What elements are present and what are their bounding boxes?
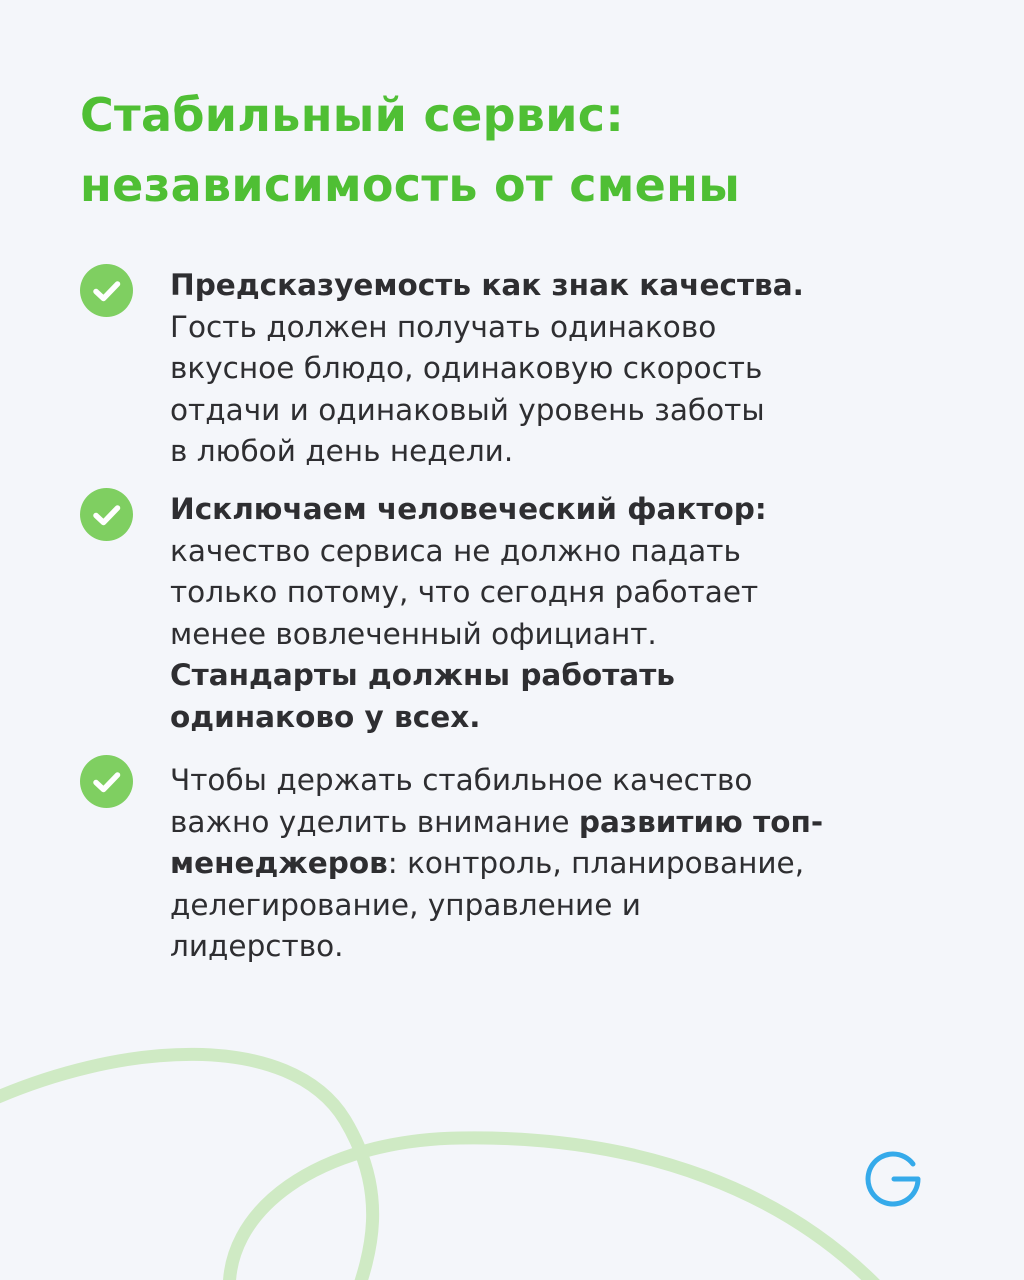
text-run: только потому, что сегодня работает	[170, 575, 759, 609]
text-run: Предсказуемость как знак качества.	[170, 268, 804, 302]
check-circle-icon	[80, 755, 133, 808]
g-logo-icon	[862, 1146, 924, 1208]
text-run: Чтобы держать стабильное качество	[170, 763, 753, 797]
text-run: Стандарты должны работать	[170, 658, 675, 692]
text-run: вкусное блюдо, одинаковую скорость	[170, 351, 763, 385]
title-line: независимость от смены	[80, 158, 741, 212]
item-line	[170, 926, 960, 968]
item-line	[170, 348, 960, 390]
text-run: менее вовлеченный официант.	[170, 616, 657, 651]
text-run: в любой день недели.	[170, 434, 514, 468]
item-text	[170, 489, 960, 738]
item-line	[170, 265, 960, 307]
text-run: качество сервиса не должно падать	[170, 533, 741, 568]
text-run: одинаково у всех.	[170, 699, 481, 734]
page-title	[80, 80, 980, 220]
item-text	[170, 760, 960, 968]
item-line	[170, 489, 960, 531]
item-line	[170, 760, 960, 802]
check-circle-icon	[80, 488, 133, 541]
item-line	[170, 431, 960, 473]
item-line	[170, 531, 960, 573]
item-line	[170, 307, 960, 349]
text-run: : контроль, планирование,	[387, 846, 805, 880]
item-line	[170, 572, 960, 614]
item-line	[170, 885, 960, 927]
item-line	[170, 697, 960, 739]
text-run: развитию топ-	[578, 804, 824, 839]
title-line: Стабильный сервис:	[80, 88, 625, 142]
check-circle-icon	[80, 264, 133, 317]
item-line	[170, 390, 960, 432]
text-run: менеджеров	[170, 846, 388, 880]
item-line	[170, 614, 960, 656]
text-run: Гость должен получать одинаково	[170, 309, 717, 344]
item-line	[170, 655, 960, 697]
text-run: важно уделить внимание	[170, 804, 579, 839]
text-run: лидерство.	[170, 929, 344, 963]
text-run: отдачи и одинаковый уровень заботы	[170, 392, 765, 427]
text-run: делегирование, управление и	[170, 887, 641, 922]
item-line	[170, 843, 960, 885]
item-text	[170, 265, 960, 473]
item-line	[170, 802, 960, 844]
text-run: Исключаем человеческий фактор:	[170, 492, 767, 526]
